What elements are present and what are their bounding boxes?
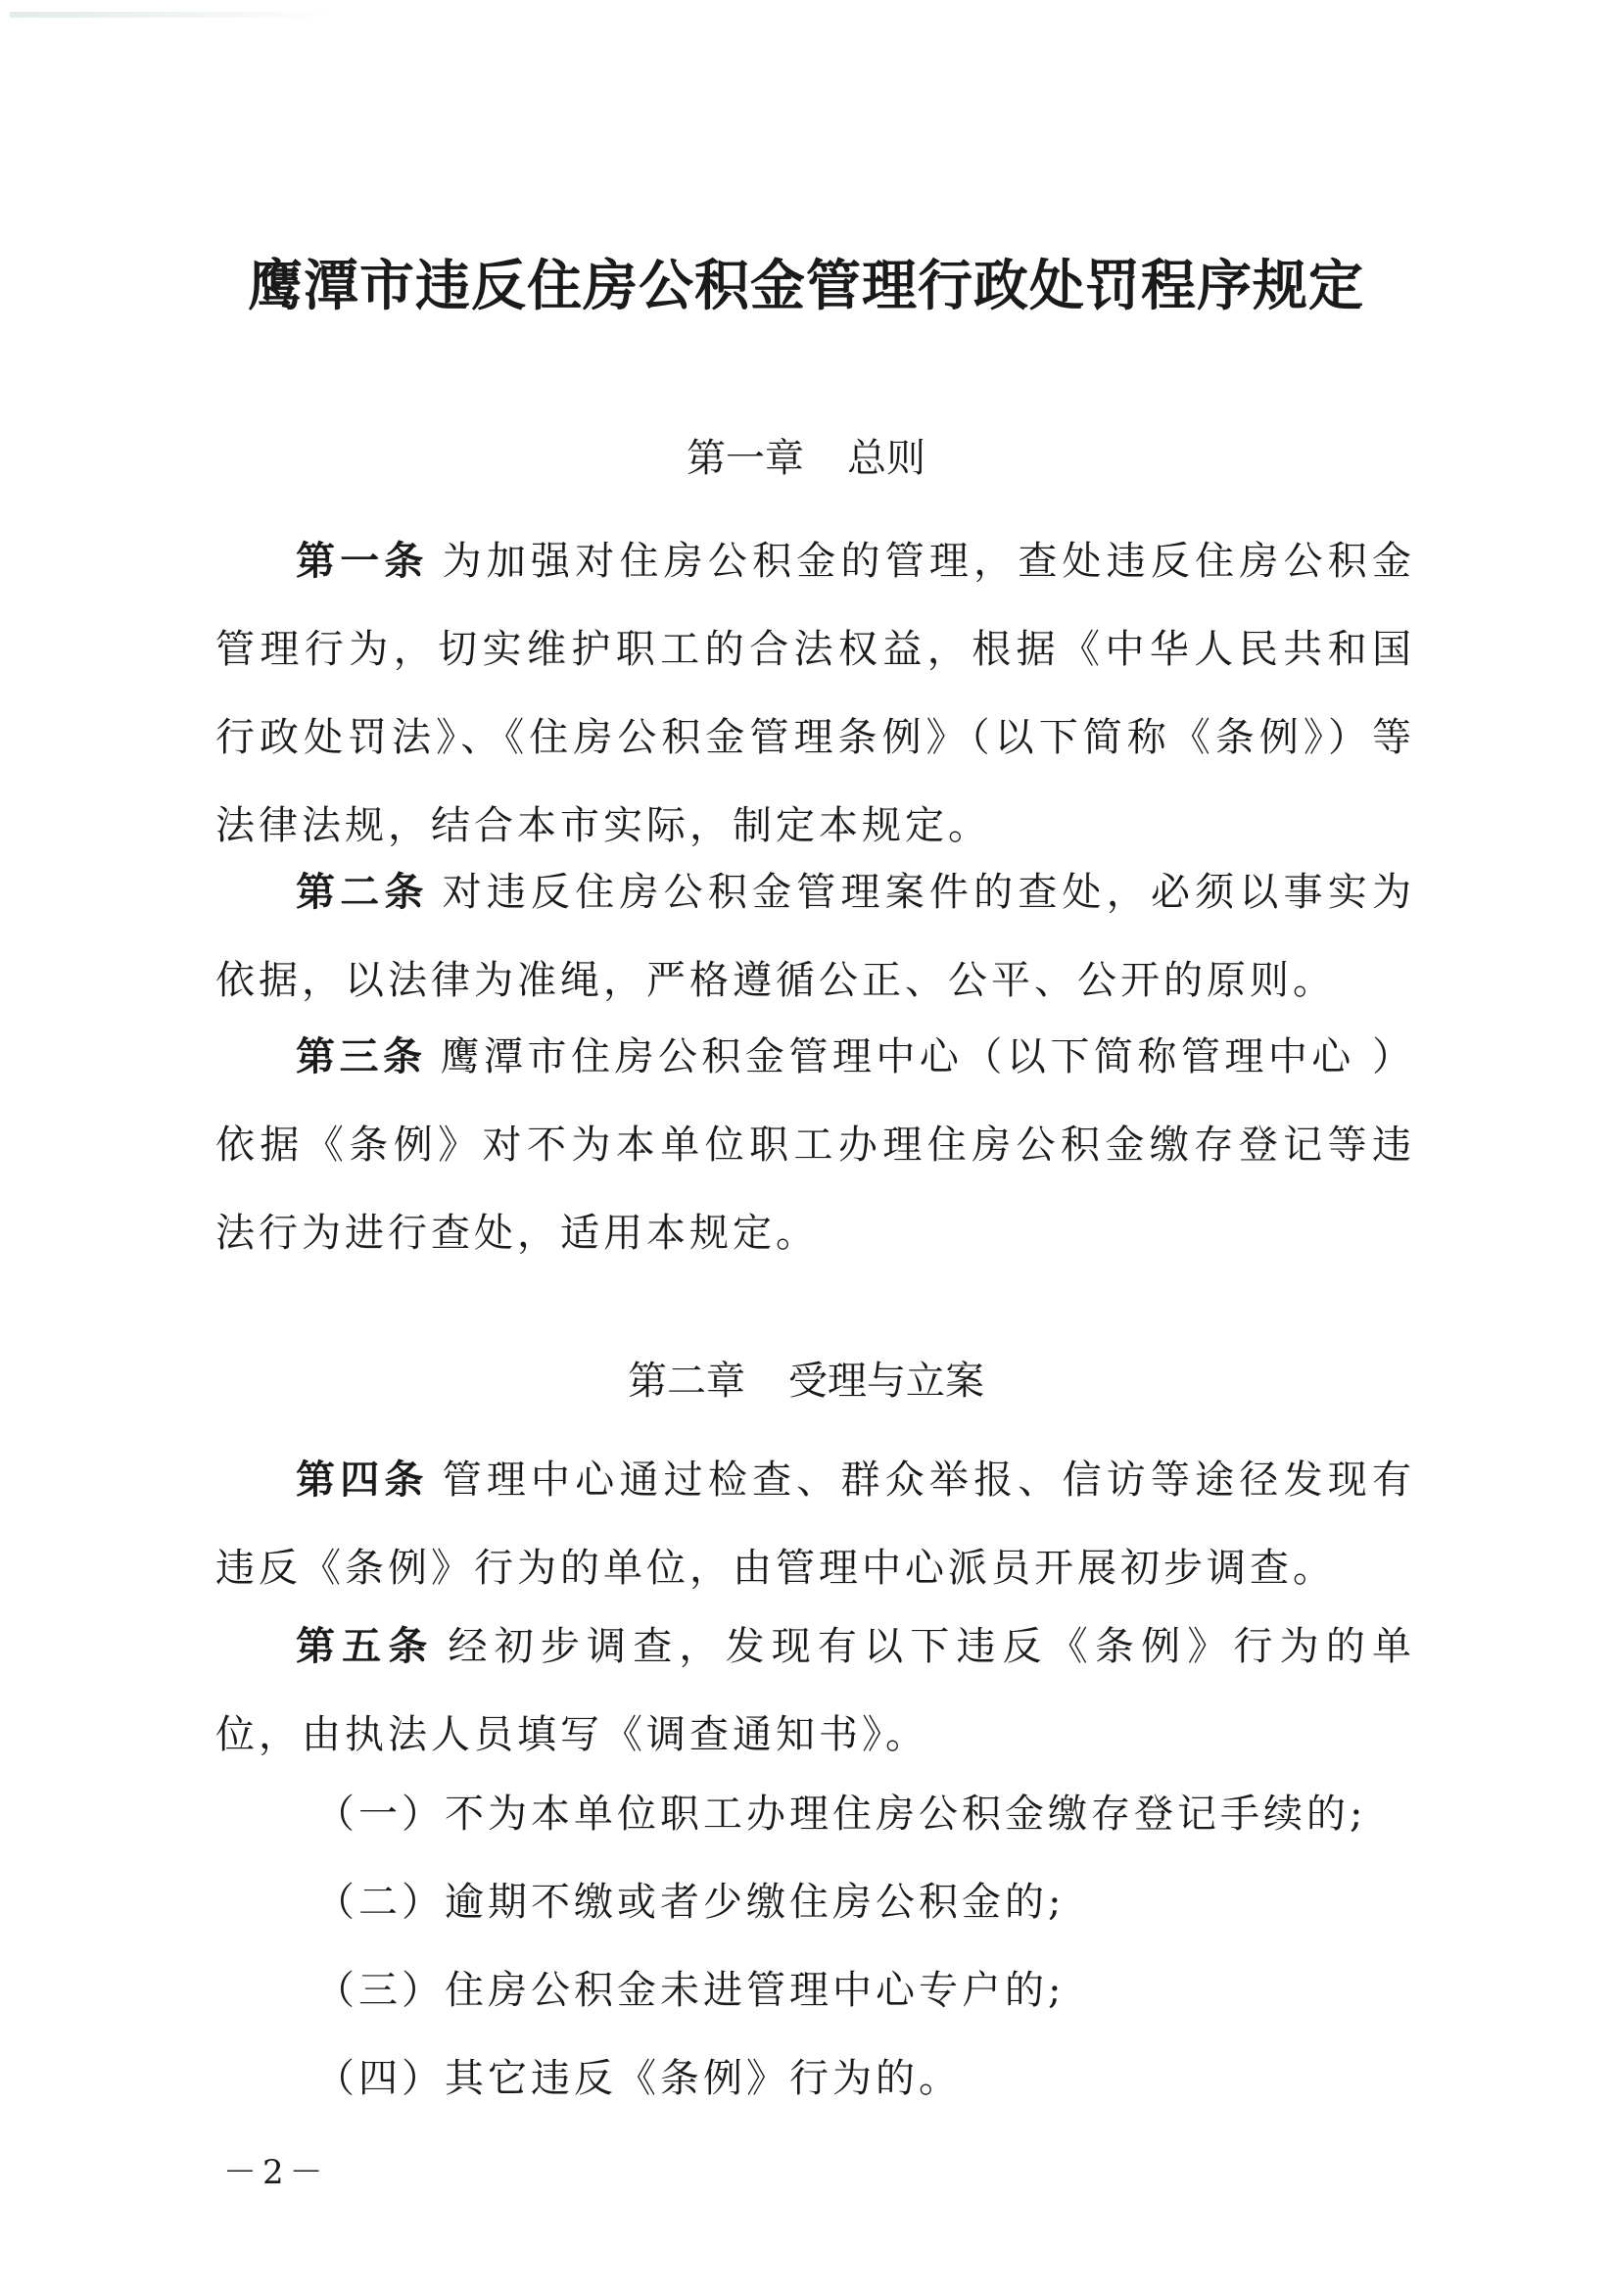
chapter-2-heading <box>0 1350 1612 1406</box>
list-item: （四）其它违反《条例》行为的。 <box>315 2056 962 2101</box>
chapter-1-name: 总则 <box>847 436 925 481</box>
article-3-label: 第三条 <box>296 1034 427 1079</box>
article-3-text: 鹰潭市住房公积金管理中心（以下简称管理中心 ）依据《条例》对不为本单位职工办理住房公积金缴存登记等违法行为进行查处，适用本规定。 <box>215 1034 1416 1256</box>
chapter-1-heading <box>0 427 1612 483</box>
document-title: 鹰潭市违反住房公积金管理行政处罚程序规定 <box>248 255 1364 318</box>
article-1 <box>215 517 1415 870</box>
list-item: （一）不为本单位职工办理住房公积金缴存登记手续的; <box>315 1792 1367 1837</box>
article-1-text: 为加强对住房公积金的管理，查处违反住房公积金管理行为，切实维护职工的合法权益，根据《中华人民共和国行政处罚法》、《住房公积金管理条例》（以下简称《条例》）等法律法规，结合本市实际，制定本规定。 <box>215 539 1415 848</box>
chapter-2-name: 受理与立案 <box>788 1359 984 1404</box>
article-3 <box>215 1013 1415 1277</box>
list-item: （三）住房公积金未进管理中心专户的; <box>315 1968 1066 2013</box>
page-number: －2－ <box>223 2153 329 2192</box>
article-1-label: 第一条 <box>296 539 429 584</box>
article-5 <box>215 1602 1415 1779</box>
article-4-text: 管理中心通过检查、群众举报、信访等途径发现有违反《条例》行为的单位，由管理中心派员开展初步调查。 <box>215 1458 1415 1591</box>
article-4-label: 第四条 <box>296 1458 429 1503</box>
article-2-text: 对违反住房公积金管理案件的查处，必须以事实为依据，以法律为准绳，严格遵循公正、公平、公开的原则。 <box>215 870 1415 1003</box>
article-5-label: 第五条 <box>296 1624 435 1669</box>
chapter-2-number: 第二章 <box>628 1359 745 1404</box>
header-mark <box>10 12 333 18</box>
article-2-label: 第二条 <box>296 870 429 915</box>
article-2 <box>215 848 1415 1025</box>
chapter-1-number: 第一章 <box>687 436 804 481</box>
list-item: （二）逾期不缴或者少缴住房公积金的; <box>315 1880 1066 1925</box>
article-4 <box>215 1436 1415 1612</box>
article-5-text: 经初步调查，发现有以下违反《条例》行为的单位，由执法人员填写《调查通知书》。 <box>215 1624 1416 1757</box>
